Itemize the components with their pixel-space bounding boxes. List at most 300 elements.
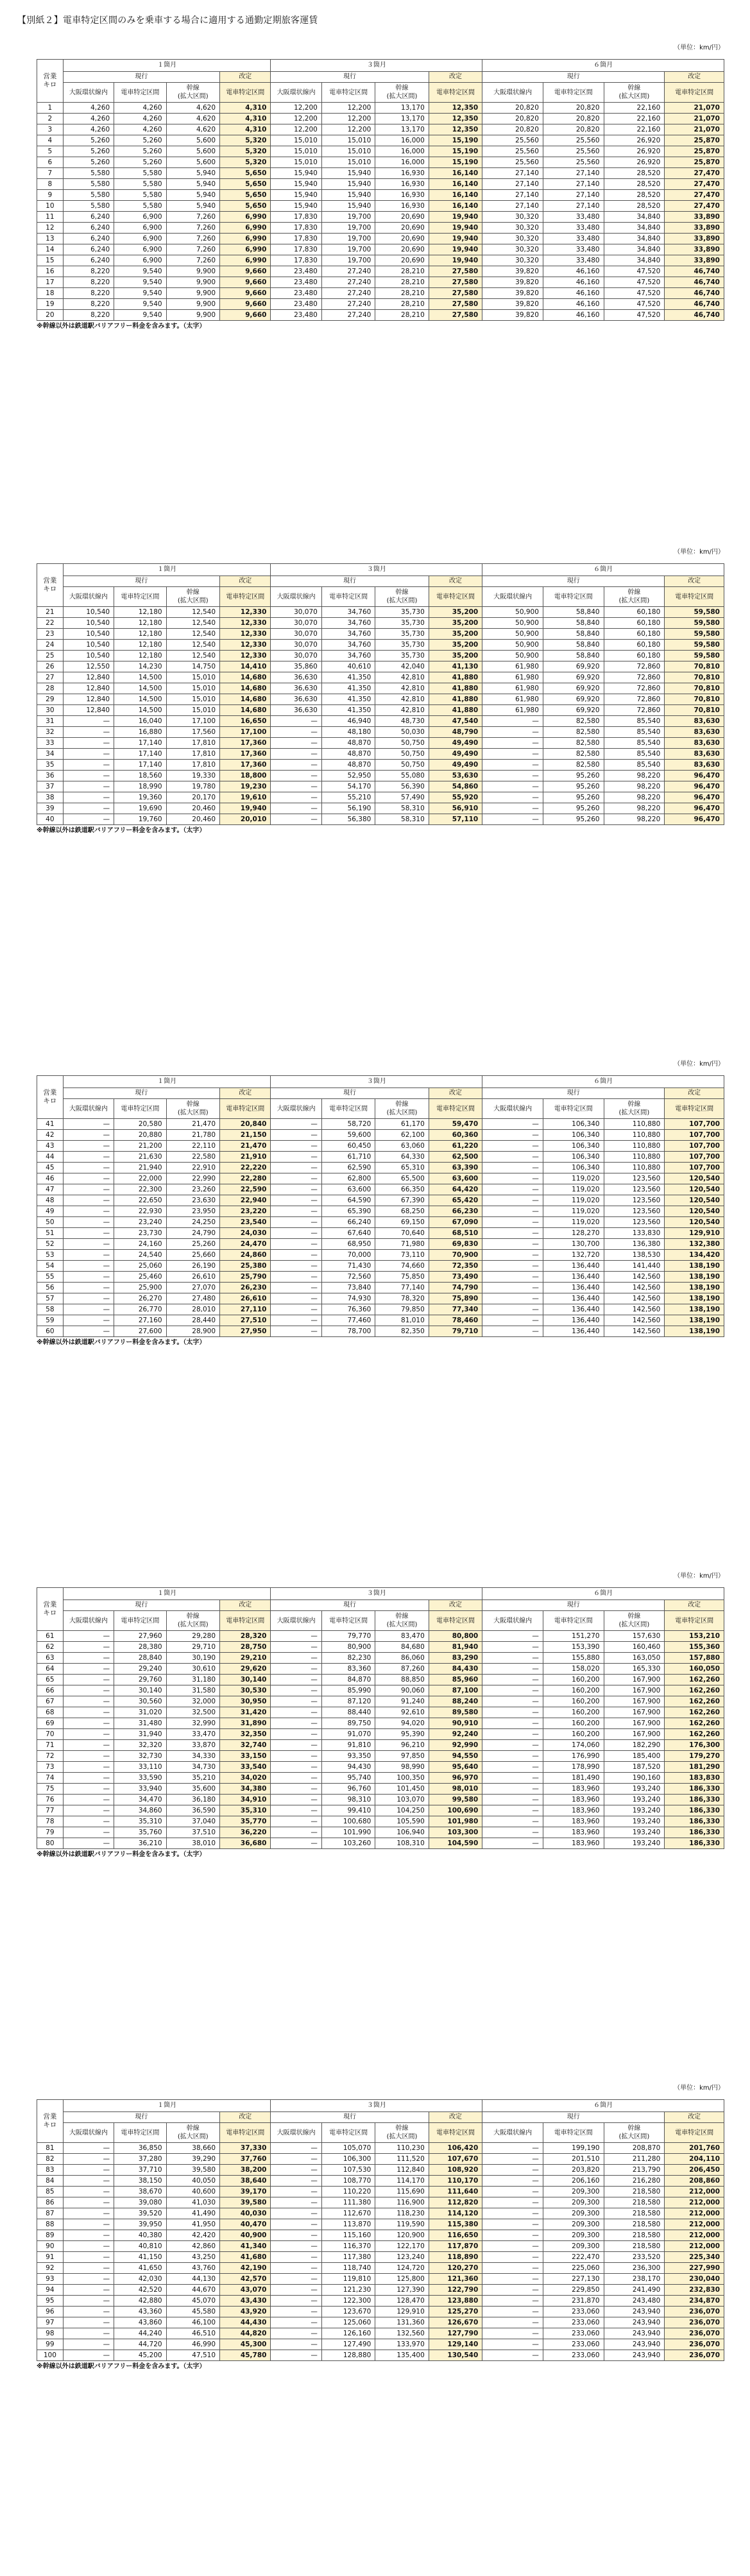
fare-cell: 35,730 [375,629,429,640]
fare-cell: 209,300 [543,2208,604,2219]
fare-cell: — [63,1184,114,1195]
fare-cell: 12,840 [63,694,114,705]
revised-fare-cell: 46,740 [665,310,724,321]
fare-cell: 30,070 [271,640,321,651]
fare-cell: 69,920 [543,694,604,705]
fare-cell: — [271,1642,321,1653]
fare-cell: 30,140 [114,1685,166,1696]
fare-cell: 6,900 [114,223,166,234]
header-kansen: 幹線 (拡大区間) [375,1611,429,1631]
fare-cell: 50,750 [375,760,429,771]
revised-fare-cell: 227,990 [665,2263,724,2274]
fare-cell: — [482,1718,543,1729]
revised-fare-cell: 15,190 [429,135,482,146]
header-osaka-loop: 大阪環状線内 [482,83,543,103]
fare-cell: 193,240 [604,1805,665,1816]
fare-cell: 203,820 [543,2165,604,2176]
revised-fare-cell: 19,940 [429,234,482,244]
fare-cell: 30,560 [114,1696,166,1707]
table-row [37,629,724,640]
fare-cell: — [271,1816,321,1827]
revised-fare-cell: 33,890 [665,244,724,255]
fare-cell: — [482,1217,543,1228]
fare-cell: 12,200 [271,114,321,124]
fare-cell: — [271,2241,321,2252]
fare-cell: — [482,1239,543,1250]
fare-cell: 43,250 [166,2252,219,2263]
fare-cell: 127,390 [375,2285,429,2296]
fare-cell: — [482,1707,543,1718]
km-cell: 22 [37,618,64,629]
revised-fare-cell: 67,090 [429,1217,482,1228]
revised-fare-cell: 29,620 [220,1664,271,1675]
km-cell: 52 [37,1239,64,1250]
fare-cell: 209,300 [543,2241,604,2252]
revised-fare-cell: 138,190 [665,1272,724,1283]
fare-cell: 218,580 [604,2208,665,2219]
fare-cell: 62,100 [375,1130,429,1141]
revised-fare-cell: 46,740 [665,266,724,277]
fare-cell: 42,810 [375,683,429,694]
fare-cell: — [271,1195,321,1206]
fare-cell: 60,180 [604,651,665,661]
fare-cell: 4,260 [63,114,114,124]
revised-fare-cell: 41,680 [220,2252,271,2263]
fare-cell: 25,560 [543,135,604,146]
km-cell: 64 [37,1664,64,1675]
revised-fare-cell: 66,230 [429,1206,482,1217]
fare-cell: 22,990 [166,1173,219,1184]
fare-cell: 101,450 [375,1784,429,1795]
revised-fare-cell: 4,310 [220,124,271,135]
revised-fare-cell: 104,590 [429,1838,482,1849]
fare-cell: 4,260 [114,103,166,114]
fare-cell: 27,070 [166,1283,219,1293]
fare-cell: 209,300 [543,2219,604,2230]
revised-fare-cell: 162,260 [665,1729,724,1740]
revised-fare-cell: 12,330 [220,640,271,651]
fare-cell: — [271,1283,321,1293]
fare-cell: — [271,1784,321,1795]
table-row [37,1163,724,1173]
fare-cell: 60,180 [604,640,665,651]
fare-cell: — [482,1283,543,1293]
revised-fare-cell: 21,070 [665,114,724,124]
revised-fare-cell: 15,190 [429,146,482,157]
header-row-columns [37,1099,724,1119]
revised-fare-cell: 186,330 [665,1784,724,1795]
table-row [37,749,724,760]
fare-cell: 8,220 [63,266,114,277]
fare-cell: 87,260 [375,1664,429,1675]
fare-cell: 62,590 [321,1163,375,1173]
fare-cell: 110,880 [604,1163,665,1173]
fare-cell: 41,030 [166,2197,219,2208]
revised-fare-cell: 49,490 [429,738,482,749]
fare-cell: — [482,749,543,760]
fare-cell: 20,820 [543,103,604,114]
fare-cell: 47,510 [166,2350,219,2361]
fare-cell: — [63,1740,114,1751]
revised-fare-cell: 121,360 [429,2274,482,2285]
fare-cell: 167,900 [604,1675,665,1685]
revised-fare-cell: 27,580 [429,310,482,321]
fare-cell: 43,760 [166,2263,219,2274]
revised-fare-cell: 27,470 [665,201,724,212]
revised-fare-cell: 27,510 [220,1315,271,1326]
header-densha-tokutei-revised: 電車特定区間 [665,2123,724,2143]
fare-cell: 35,860 [271,661,321,672]
table-row [37,1228,724,1239]
fare-cell: 24,540 [114,1250,166,1261]
fare-cell: 25,260 [166,1239,219,1250]
km-cell: 50 [37,1217,64,1228]
revised-fare-cell: 70,810 [665,705,724,716]
km-cell: 68 [37,1707,64,1718]
fare-cell: 37,510 [166,1827,219,1838]
fare-cell: — [63,2187,114,2197]
revised-fare-cell: 42,190 [220,2263,271,2274]
fare-cell: 14,750 [166,661,219,672]
fare-cell: — [271,1173,321,1184]
fare-cell: — [63,1152,114,1163]
fare-cell: 66,350 [375,1184,429,1195]
fare-cell: 41,350 [321,683,375,694]
revised-fare-cell: 236,070 [665,2328,724,2339]
table-row [37,2285,724,2296]
revised-fare-cell: 25,870 [665,135,724,146]
fare-cell: 16,880 [114,727,166,738]
km-cell: 6 [37,157,64,168]
revised-fare-cell: 63,390 [429,1163,482,1173]
fare-cell: 27,240 [321,288,375,299]
fare-cell: 30,070 [271,607,321,618]
revised-fare-cell: 83,630 [665,760,724,771]
fare-cell: 5,940 [166,190,219,201]
fare-cell: — [271,771,321,781]
fare-cell: — [482,1838,543,1849]
fare-cell: 34,760 [321,640,375,651]
header-osaka-loop: 大阪環状線内 [482,2123,543,2143]
fare-cell: — [482,1195,543,1206]
table-row [37,1173,724,1184]
fare-cell: — [63,1163,114,1173]
revised-fare-cell: 25,380 [220,1261,271,1272]
revised-fare-cell: 208,860 [665,2176,724,2187]
header-densha-tokutei: 電車特定区間 [321,83,375,103]
table-row [37,1827,724,1838]
fare-cell: 39,580 [166,2165,219,2176]
fare-cell: 48,730 [375,716,429,727]
fare-cell: — [271,1707,321,1718]
fare-cell: 125,800 [375,2274,429,2285]
revised-fare-cell: 35,200 [429,651,482,661]
fare-cell: 33,940 [114,1784,166,1795]
fare-cell: 128,880 [321,2350,375,2361]
revised-fare-cell: 20,010 [220,814,271,825]
fare-cell: — [482,1784,543,1795]
table-row [37,2317,724,2328]
revised-fare-cell: 98,010 [429,1784,482,1795]
fare-cell: 12,200 [271,103,321,114]
fare-table [37,1075,724,1337]
fare-cell: 19,330 [166,771,219,781]
fare-cell: — [63,1696,114,1707]
revised-fare-cell: 30,950 [220,1696,271,1707]
fare-cell: 42,810 [375,672,429,683]
fare-cell: 27,140 [543,201,604,212]
km-cell: 17 [37,277,64,288]
fare-cell: — [271,1795,321,1805]
fare-cell: 45,200 [114,2350,166,2361]
fare-cell: 62,800 [321,1173,375,1184]
table-row [37,2252,724,2263]
fare-cell: 28,440 [166,1315,219,1326]
fare-cell: — [63,1805,114,1816]
fare-cell: — [271,2285,321,2296]
fare-cell: 58,840 [543,618,604,629]
revised-fare-cell: 212,000 [665,2241,724,2252]
fare-cell: 4,620 [166,124,219,135]
header-period: ６箇月 [482,60,724,72]
fare-cell: — [271,1163,321,1173]
fare-cell: 160,200 [543,1729,604,1740]
fare-cell: — [482,1184,543,1195]
revised-fare-cell: 27,950 [220,1326,271,1337]
fare-cell: 4,260 [63,103,114,114]
table-row [37,2197,724,2208]
fare-cell: 105,590 [375,1816,429,1827]
revised-fare-cell: 14,680 [220,705,271,716]
revised-fare-cell: 36,220 [220,1827,271,1838]
km-cell: 46 [37,1173,64,1184]
fare-cell: 211,280 [604,2154,665,2165]
header-row-columns [37,83,724,103]
fare-cell: 22,000 [114,1173,166,1184]
fare-cell: 127,490 [321,2339,375,2350]
revised-fare-cell: 17,360 [220,738,271,749]
table-row [37,1250,724,1261]
revised-fare-cell: 107,700 [665,1152,724,1163]
header-kansen: 幹線 (拡大区間) [604,1099,665,1119]
fare-cell: 233,520 [604,2252,665,2263]
fare-cell: 187,520 [604,1762,665,1773]
fare-cell: — [482,2350,543,2361]
fare-cell: 216,280 [604,2176,665,2187]
fare-table-block [37,2085,724,2371]
fare-table-block [37,1061,724,1347]
fare-cell: 20,170 [166,792,219,803]
fare-cell: 116,370 [321,2241,375,2252]
fare-cell: 114,170 [375,2176,429,2187]
revised-fare-cell: 27,580 [429,277,482,288]
fare-cell: 165,330 [604,1664,665,1675]
fare-cell: 43,360 [114,2307,166,2317]
fare-cell: 123,560 [604,1173,665,1184]
fare-cell: 78,320 [375,1293,429,1304]
fare-cell: 32,000 [166,1696,219,1707]
revised-fare-cell: 73,490 [429,1272,482,1283]
fare-cell: 19,360 [114,792,166,803]
fare-cell: — [63,1675,114,1685]
revised-fare-cell: 59,580 [665,618,724,629]
fare-cell: — [271,1272,321,1283]
fare-cell: 103,260 [321,1838,375,1849]
fare-cell: — [482,1119,543,1130]
fare-cell: 72,860 [604,672,665,683]
fare-cell: 185,400 [604,1751,665,1762]
revised-fare-cell: 6,990 [220,255,271,266]
fare-cell: — [482,2307,543,2317]
fare-cell: 23,240 [114,1217,166,1228]
table-row [37,607,724,618]
revised-fare-cell: 230,040 [665,2274,724,2285]
table-row [37,1784,724,1795]
fare-cell: 36,630 [271,672,321,683]
table-row [37,1751,724,1762]
revised-fare-cell: 212,000 [665,2208,724,2219]
fare-cell: 13,170 [375,114,429,124]
km-cell: 27 [37,672,64,683]
fare-cell: — [63,749,114,760]
revised-fare-cell: 107,670 [429,2154,482,2165]
fare-cell: — [482,1751,543,1762]
revised-fare-cell: 35,310 [220,1805,271,1816]
revised-fare-cell: 120,540 [665,1206,724,1217]
revised-fare-cell: 32,740 [220,1740,271,1751]
revised-fare-cell: 96,470 [665,771,724,781]
header-revised: 改定 [429,1088,482,1099]
header-km: 営業 キロ [37,60,64,103]
revised-fare-cell: 186,330 [665,1816,724,1827]
fare-cell: 94,020 [375,1718,429,1729]
fare-cell: 98,220 [604,814,665,825]
km-cell: 56 [37,1283,64,1293]
fare-cell: — [271,1653,321,1664]
revised-fare-cell: 176,300 [665,1740,724,1751]
fare-cell: — [63,2252,114,2263]
fare-cell: 193,240 [604,1838,665,1849]
revised-fare-cell: 39,580 [220,2197,271,2208]
km-cell: 81 [37,2143,64,2154]
fare-cell: 26,770 [114,1304,166,1315]
fare-cell: 233,060 [543,2307,604,2317]
fare-cell: — [482,760,543,771]
fare-cell: 142,560 [604,1293,665,1304]
revised-fare-cell: 37,330 [220,2143,271,2154]
fare-cell: 83,360 [321,1664,375,1675]
fare-cell: — [63,1173,114,1184]
fare-cell: 19,780 [166,781,219,792]
km-cell: 40 [37,814,64,825]
revised-fare-cell: 55,920 [429,792,482,803]
header-densha-tokutei-revised: 電車特定区間 [429,587,482,607]
fare-cell: 27,140 [482,179,543,190]
fare-cell: 15,940 [271,168,321,179]
revised-fare-cell: 225,340 [665,2252,724,2263]
fare-cell: — [63,1773,114,1784]
km-cell: 13 [37,234,64,244]
fare-cell: — [271,803,321,814]
header-osaka-loop: 大阪環状線内 [482,1099,543,1119]
fare-cell: 136,440 [543,1315,604,1326]
fare-cell: 15,940 [271,179,321,190]
fare-cell: 106,340 [543,1152,604,1163]
revised-fare-cell: 14,680 [220,672,271,683]
fare-cell: 201,510 [543,2154,604,2165]
fare-cell: 98,220 [604,781,665,792]
fare-cell: 167,900 [604,1696,665,1707]
fare-cell: 12,550 [63,661,114,672]
fare-cell: 181,490 [543,1773,604,1784]
fare-cell: — [482,1664,543,1675]
fare-cell: 160,200 [543,1675,604,1685]
fare-cell: 17,830 [271,212,321,223]
km-cell: 18 [37,288,64,299]
km-cell: 23 [37,629,64,640]
fare-cell: 39,820 [482,288,543,299]
header-row-period [37,1076,724,1088]
fare-cell: — [63,1304,114,1315]
header-osaka-loop: 大阪環状線内 [63,2123,114,2143]
fare-cell: 89,750 [321,1718,375,1729]
fare-cell: — [482,2165,543,2176]
fare-cell: — [271,2176,321,2187]
table-row [37,640,724,651]
fare-cell: — [63,1718,114,1729]
revised-fare-cell: 5,320 [220,135,271,146]
fare-cell: — [63,1642,114,1653]
fare-cell: — [482,2274,543,2285]
fare-cell: 85,540 [604,738,665,749]
header-osaka-loop: 大阪環状線内 [271,2123,321,2143]
fare-cell: 66,240 [321,1217,375,1228]
fare-cell: 243,940 [604,2307,665,2317]
table-row [37,201,724,212]
km-cell: 45 [37,1163,64,1173]
fare-cell: 81,010 [375,1315,429,1326]
table-row [37,716,724,727]
revised-fare-cell: 35,770 [220,1816,271,1827]
header-kansen: 幹線 (拡大区間) [604,1611,665,1631]
fare-cell: 5,940 [166,201,219,212]
revised-fare-cell: 49,490 [429,749,482,760]
fare-cell: 6,240 [63,234,114,244]
revised-fare-cell: 34,380 [220,1784,271,1795]
revised-fare-cell: 72,350 [429,1261,482,1272]
fare-cell: — [482,1272,543,1283]
revised-fare-cell: 38,640 [220,2176,271,2187]
fare-cell: — [63,2143,114,2154]
fare-cell: 5,260 [63,135,114,146]
fare-cell: 46,160 [543,266,604,277]
header-revised: 改定 [220,1088,271,1099]
fare-cell: 46,990 [166,2339,219,2350]
revised-fare-cell: 41,880 [429,672,482,683]
fare-cell: 23,480 [271,288,321,299]
header-current: 現行 [482,2112,665,2123]
fare-cell: 206,160 [543,2176,604,2187]
fare-cell: 136,440 [543,1304,604,1315]
fare-cell: — [63,1795,114,1805]
fare-cell: — [63,1653,114,1664]
table-row [37,1795,724,1805]
fare-cell: — [271,1206,321,1217]
fare-cell: — [271,1152,321,1163]
km-cell: 7 [37,168,64,179]
fare-cell: 9,900 [166,277,219,288]
fare-cell: 29,760 [114,1675,166,1685]
